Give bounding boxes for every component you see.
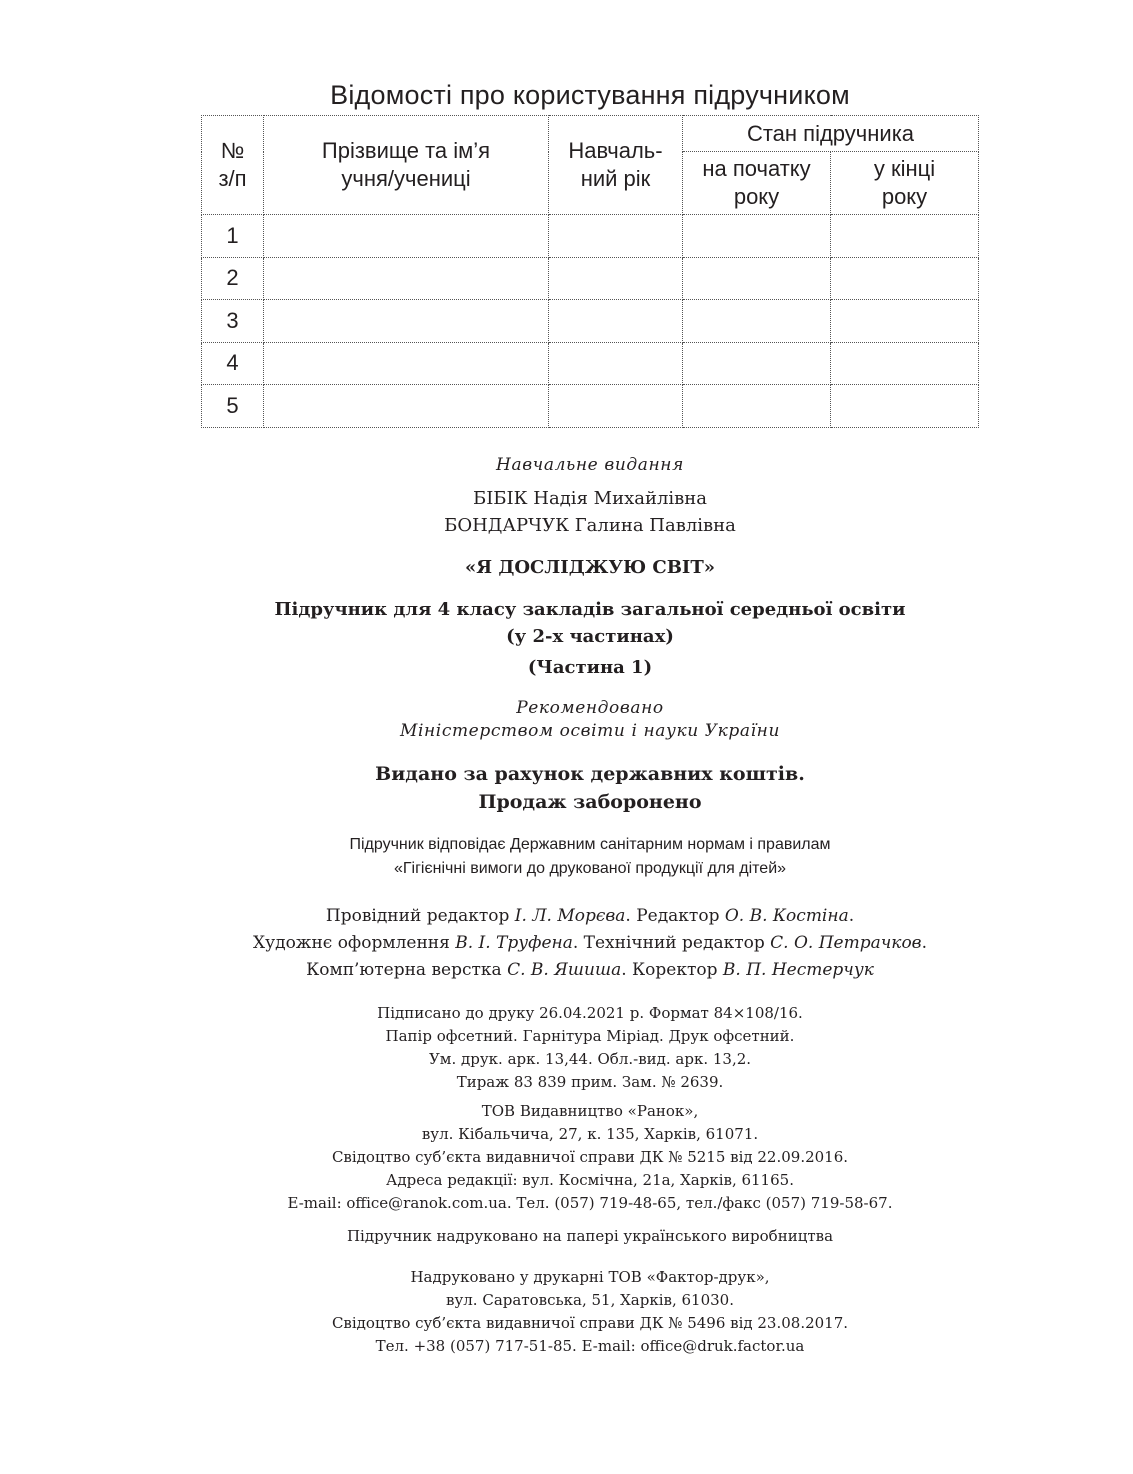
year-cell[interactable] (549, 385, 683, 428)
book-title: «Я ДОСЛІДЖУЮ СВІТ» (464, 557, 715, 578)
student-cell[interactable] (264, 342, 549, 385)
author-name: БІБІК Надія Михайлівна (472, 488, 708, 509)
credits-line: Провідний редактор І. Л. Морєва. Редактор О. В. Костіна. (325, 906, 855, 926)
funding-line: Видано за рахунок державних коштів. (375, 763, 805, 785)
table-row (202, 257, 979, 300)
proofreader-name: В. П. Нестерчук (722, 960, 874, 980)
year-cell[interactable] (549, 342, 683, 385)
book-part: (Частина 1) (527, 657, 653, 678)
funding-note (0, 760, 1133, 816)
authors (0, 485, 1133, 539)
table-row (202, 342, 979, 385)
condition-end-cell[interactable] (831, 257, 979, 300)
printer-line: Надруковано у друкарні ТОВ «Фактор-друк», (410, 1268, 770, 1286)
student-cell[interactable] (264, 215, 549, 258)
student-cell[interactable] (264, 257, 549, 300)
year-cell[interactable] (549, 257, 683, 300)
header-student: Прізвище та ім’я учня/учениці (264, 116, 549, 215)
editorial-credits (0, 903, 1133, 984)
condition-start-cell[interactable] (683, 342, 831, 385)
publisher-line: Адреса редакції: вул. Космічна, 21а, Харків, 61165. (386, 1171, 794, 1189)
publisher-line: вул. Кібальчича, 27, к. 135, Харків, 61071. (421, 1125, 759, 1143)
author-name: БОНДАРЧУК Галина Павлівна (444, 515, 736, 536)
tech-editor-name: С. О. Петрачков (770, 933, 922, 953)
recommendation-line: Рекомендовано (516, 698, 664, 718)
condition-start-cell[interactable] (683, 257, 831, 300)
hygiene-line: Підручник відповідає Державним санітарним нормам і правилам (349, 836, 831, 853)
edition-type: Навчальне видання (496, 455, 684, 475)
publisher-line: E-mail: office@ranok.com.ua. Тел. (057) 719-48-65, тел./факс (057) 719-58-67. (287, 1194, 893, 1212)
print-info (0, 1002, 1133, 1094)
print-info-line: Підписано до друку 26.04.2021 р. Формат 84×108/16. (377, 1004, 803, 1022)
print-info-line: Тираж 83 839 прим. Зам. № 2639. (456, 1073, 724, 1091)
student-cell[interactable] (264, 300, 549, 343)
condition-start-cell[interactable] (683, 385, 831, 428)
book-subtitle (0, 596, 1133, 650)
subtitle-line: Підручник для 4 класу закладів загальної середньої освіти (274, 599, 906, 620)
usage-table (201, 115, 979, 428)
condition-end-cell[interactable] (831, 342, 979, 385)
row-number: 5 (202, 385, 264, 428)
lead-editor-name: І. Л. Морєва (514, 906, 626, 926)
print-info-line: Папір офсетний. Гарнітура Міріад. Друк офсетний. (385, 1027, 795, 1045)
publisher-line: Свідоцтво суб’єкта видавничої справи ДК № 5215 від 22.09.2016. (331, 1148, 849, 1166)
subtitle-line: (у 2-х частинах) (506, 626, 674, 647)
header-year: Навчаль- ний рік (549, 116, 683, 215)
printer-info (0, 1266, 1133, 1358)
header-condition-end: у кінці року (831, 152, 979, 215)
condition-end-cell[interactable] (831, 300, 979, 343)
header-number: № з/п (202, 116, 264, 215)
printer-line: Тел. +38 (057) 717-51-85. E-mail: office@druk.factor.ua (375, 1337, 805, 1355)
condition-start-cell[interactable] (683, 300, 831, 343)
credits-line: Художнє оформлення В. І. Труфена. Технічний редактор С. О. Петрачков. (253, 933, 927, 953)
header-condition-start: на початку року (683, 152, 831, 215)
credits-line: Комп’ютерна верстка С. В. Яшиша. Коректор В. П. Нестерчук (306, 960, 874, 980)
publisher-info (0, 1100, 1133, 1215)
art-editor-name: В. І. Труфена (455, 933, 573, 953)
row-number: 1 (202, 215, 264, 258)
row-number: 2 (202, 257, 264, 300)
usage-table-title: Відомості про користування підручником (330, 80, 850, 110)
table-row (202, 215, 979, 258)
row-number: 4 (202, 342, 264, 385)
header-condition: Стан підручника (683, 116, 979, 152)
condition-end-cell[interactable] (831, 385, 979, 428)
paper-note: Підручник надруковано на папері українського виробництва (346, 1227, 834, 1245)
editor-name: О. В. Костіна (724, 906, 849, 926)
printer-line: вул. Саратовська, 51, Харків, 61030. (446, 1291, 734, 1309)
print-info-line: Ум. друк. арк. 13,44. Обл.-вид. арк. 13,2. (428, 1050, 752, 1068)
hygiene-note (0, 833, 1133, 881)
row-number: 3 (202, 300, 264, 343)
table-row (202, 385, 979, 428)
funding-line: Продаж заборонено (478, 791, 702, 813)
condition-start-cell[interactable] (683, 215, 831, 258)
layout-name: С. В. Яшиша (507, 960, 622, 980)
condition-end-cell[interactable] (831, 215, 979, 258)
table-row (202, 300, 979, 343)
printer-line: Свідоцтво суб’єкта видавничої справи ДК № 5496 від 23.08.2017. (331, 1314, 849, 1332)
recommendation-line: Міністерством освіти і науки України (399, 721, 781, 741)
year-cell[interactable] (549, 300, 683, 343)
publisher-line: ТОВ Видавництво «Ранок», (481, 1102, 699, 1120)
recommendation (0, 697, 1133, 743)
hygiene-line: «Гігієнічні вимоги до друкованої продукції для дітей» (393, 860, 787, 877)
student-cell[interactable] (264, 385, 549, 428)
year-cell[interactable] (549, 215, 683, 258)
